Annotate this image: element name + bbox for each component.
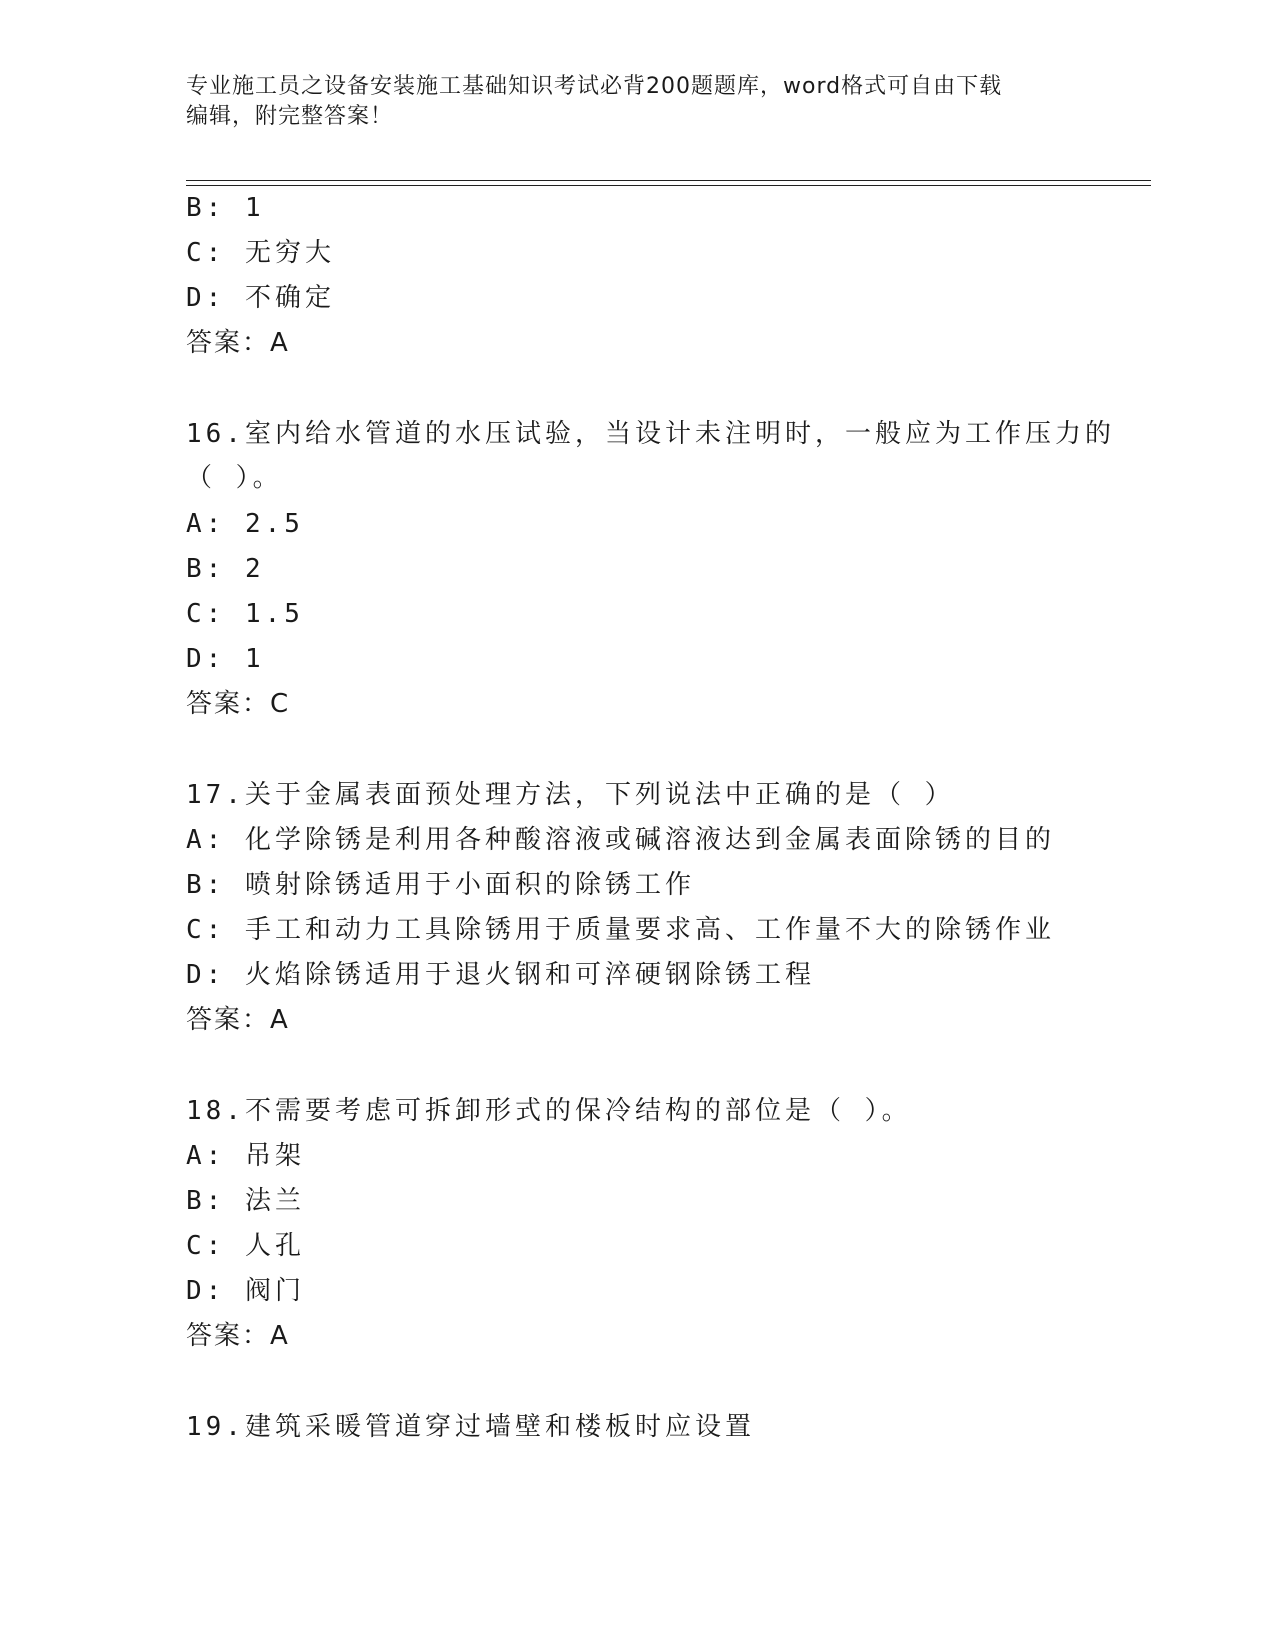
q15-option-b: B: 1 — [186, 193, 265, 223]
header-title-line-2: 编辑，附完整答案！ — [186, 104, 394, 129]
q18-option-c: C: 人孔 — [186, 1231, 305, 1261]
q18-option-b: B: 法兰 — [186, 1186, 305, 1216]
q18-option-a: A: 吊架 — [186, 1141, 305, 1171]
q18-option-d: D: 阀门 — [186, 1276, 305, 1306]
q15-answer: 答案：A — [186, 328, 290, 358]
q17-option-b: B: 喷射除锈适用于小面积的除锈工作 — [186, 870, 695, 900]
q16-option-a: A: 2.5 — [186, 509, 304, 539]
q15-option-c: C: 无穷大 — [186, 238, 335, 268]
q17-answer: 答案：A — [186, 1005, 290, 1035]
q18-answer: 答案：A — [186, 1321, 290, 1351]
q18-stem: 18.不需要考虑可拆卸形式的保冷结构的部位是（ ）。 — [186, 1096, 912, 1126]
header-title-line-1: 专业施工员之设备安装施工基础知识考试必背200题题库，word格式可自由下载 — [186, 74, 1003, 99]
q17-option-a: A: 化学除锈是利用各种酸溶液或碱溶液达到金属表面除锈的目的 — [186, 825, 1055, 855]
q17-option-d: D: 火焰除锈适用于退火钢和可淬硬钢除锈工程 — [186, 960, 815, 990]
q16-stem-line-1: 16.室内给水管道的水压试验，当设计未注明时，一般应为工作压力的 — [186, 419, 1115, 449]
q16-option-c: C: 1.5 — [186, 599, 304, 629]
header-divider-bottom — [186, 185, 1151, 186]
q15-option-d: D: 不确定 — [186, 283, 335, 313]
q19-stem: 19.建筑采暖管道穿过墙壁和楼板时应设置 — [186, 1412, 755, 1442]
q16-option-b: B: 2 — [186, 554, 265, 584]
q17-option-c: C: 手工和动力工具除锈用于质量要求高、工作量不大的除锈作业 — [186, 915, 1055, 945]
header-divider-top — [186, 180, 1151, 181]
q16-answer: 答案：C — [186, 689, 291, 719]
q16-option-d: D: 1 — [186, 644, 265, 674]
document-header — [186, 72, 1086, 132]
q16-stem-line-2: （ ）。 — [186, 463, 283, 493]
q17-stem: 17.关于金属表面预处理方法，下列说法中正确的是（ ） — [186, 780, 955, 810]
